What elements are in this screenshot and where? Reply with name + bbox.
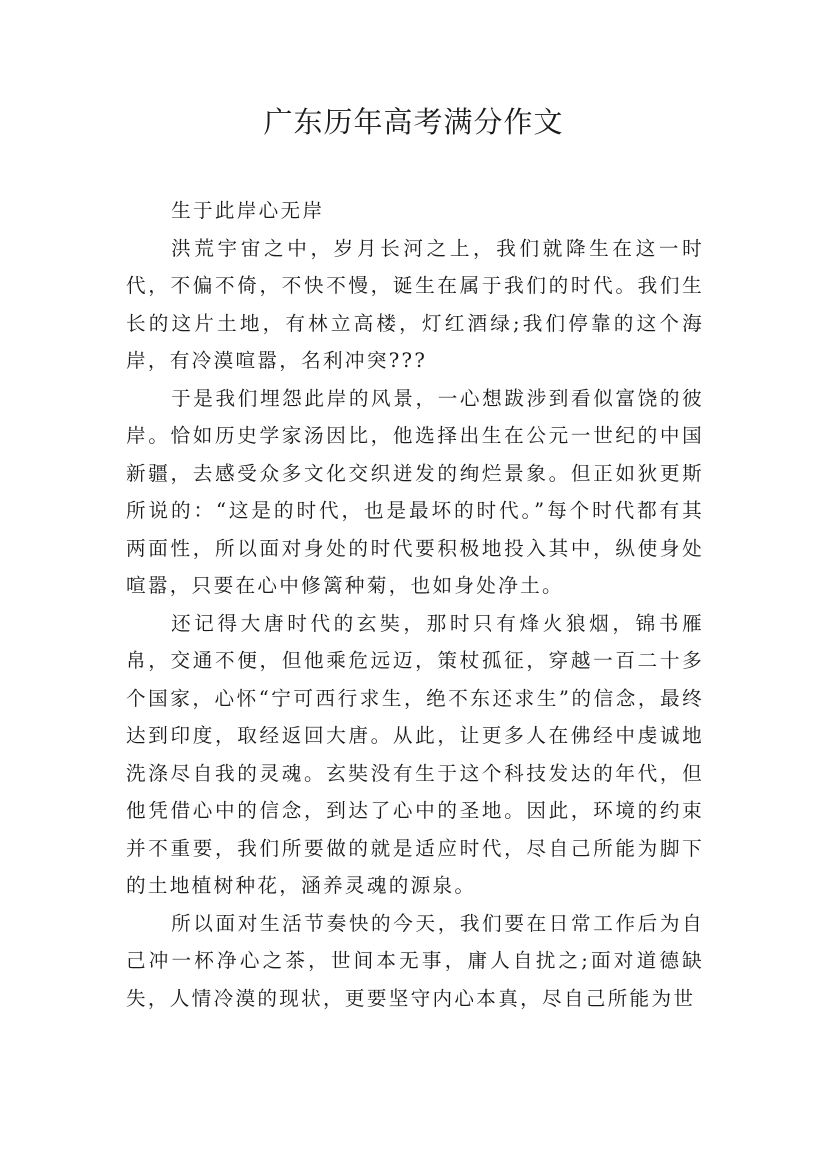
paragraph-4: 所以面对生活节奏快的今天，我们要在日常工作后为自己冲一杯净心之茶，世间本无事，庸人自扰之;面对道德缺失，人情冷漠的现状，更要坚守内心本真，尽自己所能为世 — [126, 911, 704, 1010]
essay-title: 生于此岸心无岸 — [171, 199, 325, 222]
essay-body — [126, 192, 704, 1017]
paragraph-1: 洪荒宇宙之中，岁月长河之上，我们就降生在这一时代，不偏不倚，不快不慢，诞生在属于我们的时代。我们生长的这片土地，有林立高楼，灯红酒绿;我们停靠的这个海岸，有冷漠喧嚣，名利冲突??? — [126, 236, 704, 372]
paragraph-3: 还记得大唐时代的玄奘，那时只有烽火狼烟，锦书雁帛，交通不便，但他乘危远迈，策杖孤征，穿越一百二十多个国家，心怀“宁可西行求生，绝不东还求生”的信念，最终达到印度，取经返回大唐。从此，让更多人在佛经中虔诚地洗涤尽自我的灵魂。玄奘没有生于这个科技发达的年代，但他凭借心中的信念，到达了心中的圣地。因此，环境的约束并不重要，我们所要做的就是适应时代，尽自己所能为脚下的土地植树种花，涵养灵魂的源泉。 — [126, 611, 704, 897]
document-title: 广东历年高考满分作文 — [263, 105, 564, 139]
paragraph-2: 于是我们埋怨此岸的风景，一心想跋涉到看似富饶的彼岸。恰如历史学家汤因比，他选择出生在公元一世纪的中国新疆，去感受众多文化交织迸发的绚烂景象。但正如狄更斯所说的：“这是的时代，也是最坏的时代。”每个时代都有其两面性，所以面对身处的时代要积极地投入其中，纵使身处喧嚣，只要在心中修篱种菊，也如身处净土。 — [126, 386, 704, 597]
